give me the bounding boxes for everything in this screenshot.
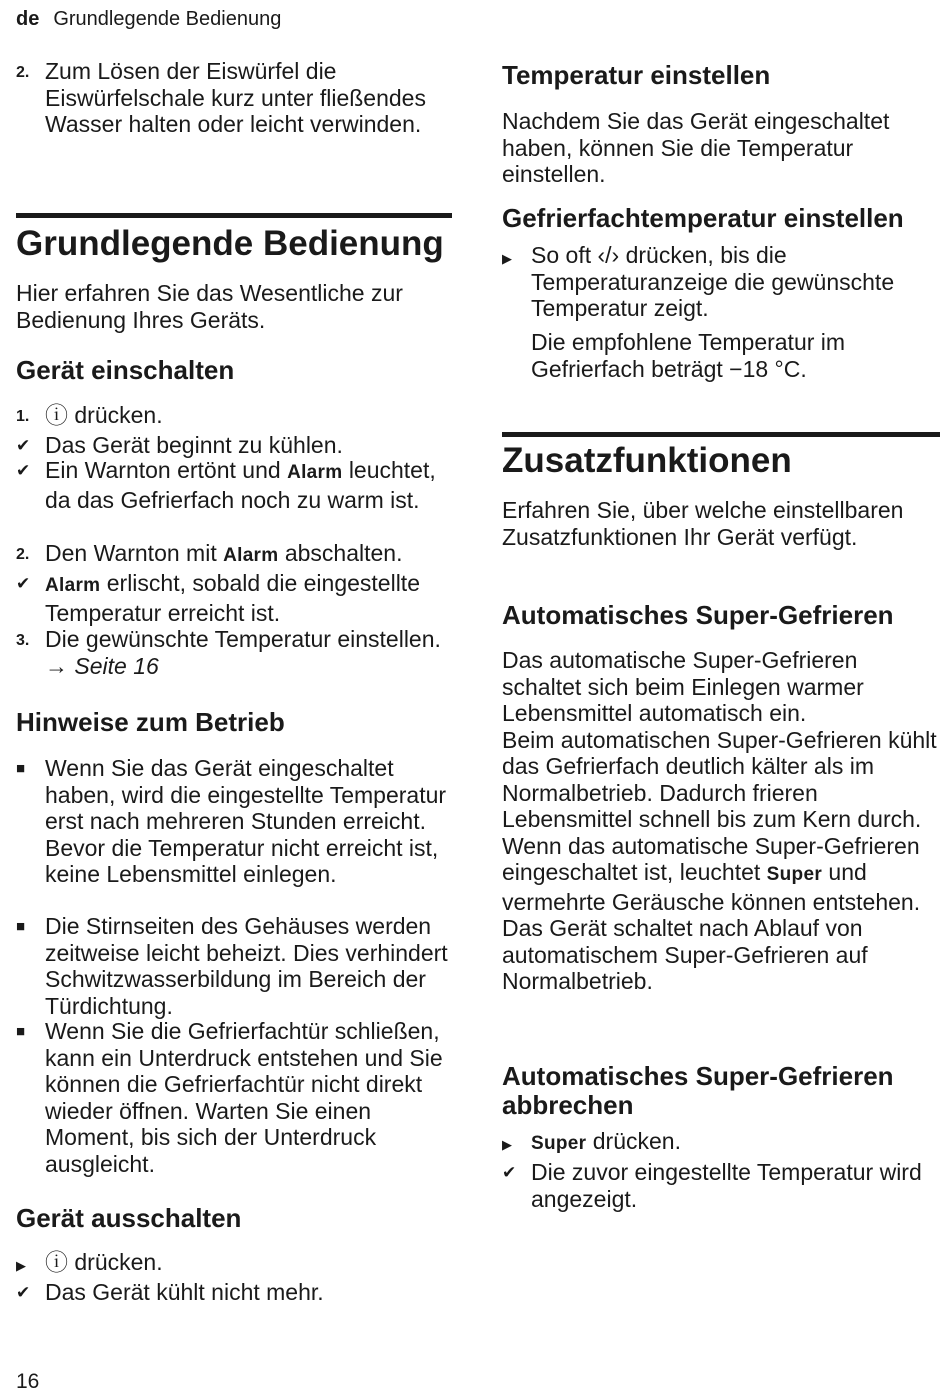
- intro-text: Erfahren Sie, über welche einstellbaren Zusatzfunktionen Ihr Gerät verfügt.: [502, 497, 904, 550]
- result-item: [16, 1279, 452, 1306]
- section-intro: [16, 280, 452, 333]
- alarm-display-label: Alarm: [45, 575, 101, 596]
- section-heading: [16, 224, 452, 264]
- step-item: [16, 540, 452, 570]
- list-item: [16, 755, 452, 888]
- subheading-text: Hinweise zum Betrieb: [16, 707, 285, 737]
- intro-text: Hier erfahren Sie das Wesentliche zur Bedienung Ihres Geräts.: [16, 280, 403, 333]
- paragraph: [502, 108, 940, 188]
- result-item: [16, 457, 452, 513]
- paragraph-text: Das Gerät schaltet nach Ablauf von automatischem Super-Gefrieren auf Normalbetrieb.: [502, 915, 868, 994]
- subheading-text: Automatisches Super-Gefrieren: [502, 600, 894, 630]
- result-item: [502, 1159, 940, 1212]
- paragraph-text-part: und vermehrte Geräusche können entstehen.: [502, 859, 921, 915]
- note-text: Die empfohlene Temperatur im Gefrierfach beträgt −18 °C.: [531, 329, 846, 382]
- step-number: 1.: [16, 408, 30, 425]
- step-text: Zum Lösen der Eiswürfel die Eiswürfelschale kurz unter fließendes Wasser halten oder leicht verwinden.: [45, 58, 426, 137]
- power-icon: ⓘ: [45, 402, 68, 428]
- page-header: [16, 8, 281, 31]
- paragraph-text: Nachdem Sie das Gerät eingeschaltet haben, können Sie die Temperatur einstellen.: [502, 108, 890, 187]
- header-section-title: Grundlegende Bedienung: [53, 8, 282, 30]
- paragraph-text-part: Wenn das automatische Super-Gefrieren eingeschaltet ist, leuchtet: [502, 832, 920, 885]
- step-item: [16, 58, 452, 138]
- paragraph: [502, 647, 940, 995]
- step-text: drücken, bis die Temperaturanzeige die gewünschte Temperatur zeigt.: [531, 242, 895, 321]
- arrow-right-icon: →: [45, 652, 68, 679]
- subheading-text: Gefrierfachtemperatur einstellen: [502, 203, 904, 233]
- bullet-square-icon: ■: [16, 1023, 26, 1040]
- action-item: [16, 1249, 452, 1276]
- step-text: So oft: [531, 242, 592, 268]
- result-item: [16, 432, 452, 459]
- action-triangle-icon: ▶: [16, 1258, 26, 1273]
- list-item-text: Die Stirnseiten des Gehäuses werden zeitweise leicht beheizt. Dies verhindert Schwitzwasserbildung im Bereich der Türdichtung.: [45, 913, 448, 1019]
- list-item-text: Wenn Sie die Gefrierfachtür schließen, kann ein Unterdruck entstehen und Sie können die Gefrierfachtür nicht direkt wieder öffnen. Warten Sie einen Moment, bis sich der Unterdruck ausgleicht.: [45, 1018, 443, 1177]
- bullet-square-icon: ■: [16, 918, 26, 935]
- result-text: leuchtet, da das Gefrierfach noch zu warm ist.: [45, 457, 436, 513]
- checkmark-icon: ✔: [16, 574, 31, 593]
- subheading-freezer: [502, 204, 940, 233]
- step-text: drücken.: [74, 1249, 163, 1275]
- list-item-text: Wenn Sie das Gerät eingeschaltet haben, wird die eingestellte Temperatur erst nach mehreren Stunden erreicht. Bevor die Temperatur nicht erreicht ist, keine Lebensmittel einlegen.: [45, 755, 447, 887]
- action-triangle-icon: ▶: [502, 251, 512, 266]
- step-number: 2.: [16, 546, 30, 563]
- subheading-temp: [502, 61, 940, 90]
- power-icon: ⓘ: [45, 1249, 68, 1275]
- result-text: Ein Warnton ertönt und: [45, 457, 281, 483]
- checkmark-icon: ✔: [16, 1283, 31, 1302]
- subheading-auto: [502, 601, 940, 630]
- temperature-adjust-icon: ‹/›: [597, 242, 620, 268]
- section-title: Zusatzfunktionen: [502, 441, 792, 480]
- action-triangle-icon: ▶: [502, 1137, 512, 1152]
- subheading-on: [16, 356, 452, 385]
- language-code: de: [16, 8, 40, 30]
- result-text: erlischt, sobald die eingestellte Temperatur erreicht ist.: [45, 570, 420, 626]
- checkmark-icon: ✔: [16, 461, 31, 480]
- section-rule: [502, 432, 940, 437]
- subheading-hints: [16, 708, 452, 737]
- alarm-display-label: Alarm: [287, 462, 343, 483]
- page-reference-link[interactable]: Seite 16: [74, 652, 159, 679]
- action-item: [502, 1128, 940, 1158]
- list-item: [16, 913, 452, 1019]
- section-heading: [502, 441, 940, 481]
- checkmark-icon: ✔: [16, 436, 31, 455]
- step-text: Den Warnton mit: [45, 540, 217, 566]
- super-display-label: Super: [766, 864, 823, 885]
- paragraph-text: Das automatische Super-Gefrieren schaltet sich beim Einlegen warmer Lebensmittel automatisch ein.: [502, 647, 864, 726]
- section-intro: [502, 497, 940, 550]
- note-paragraph: [502, 329, 940, 382]
- step-number: 2.: [16, 64, 30, 81]
- section-title: Grundlegende Bedienung: [16, 224, 444, 263]
- subheading-text: Gerät ausschalten: [16, 1203, 242, 1233]
- bullet-square-icon: ■: [16, 760, 26, 777]
- checkmark-icon: ✔: [502, 1163, 517, 1182]
- subheading-text: Temperatur einstellen: [502, 60, 771, 90]
- super-display-label: Super: [531, 1133, 587, 1154]
- step-item: [16, 626, 452, 679]
- section-rule: [16, 213, 452, 218]
- result-text: Das Gerät kühlt nicht mehr.: [45, 1279, 324, 1305]
- step-number: 3.: [16, 632, 30, 649]
- paragraph-text: [502, 833, 940, 916]
- alarm-display-label: Alarm: [223, 545, 279, 566]
- paragraph-text: Beim automatischen Super-Gefrieren kühlt das Gefrierfach deutlich kälter als im Normalbetrieb. Dadurch frieren Lebensmittel schnell bis zum Kern durch.: [502, 726, 937, 832]
- page-number: 16: [16, 1370, 40, 1393]
- list-item: [16, 1018, 452, 1177]
- result-text: Die zuvor eingestellte Temperatur wird angezeigt.: [531, 1159, 922, 1212]
- step-item: [16, 402, 452, 429]
- action-item: [502, 242, 940, 322]
- subheading-abort: [502, 1062, 940, 1120]
- subheading-text: Gerät einschalten: [16, 355, 235, 385]
- result-item: [16, 570, 452, 626]
- step-text: drücken.: [592, 1128, 681, 1154]
- step-text: abschalten.: [284, 540, 403, 566]
- step-text: drücken.: [74, 402, 163, 428]
- subheading-text: Automatisches Super-Gefrieren abbrechen: [502, 1061, 894, 1120]
- result-text: Das Gerät beginnt zu kühlen.: [45, 432, 343, 458]
- step-text: Die gewünschte Temperatur einstellen.: [45, 626, 441, 652]
- subheading-off: [16, 1204, 452, 1233]
